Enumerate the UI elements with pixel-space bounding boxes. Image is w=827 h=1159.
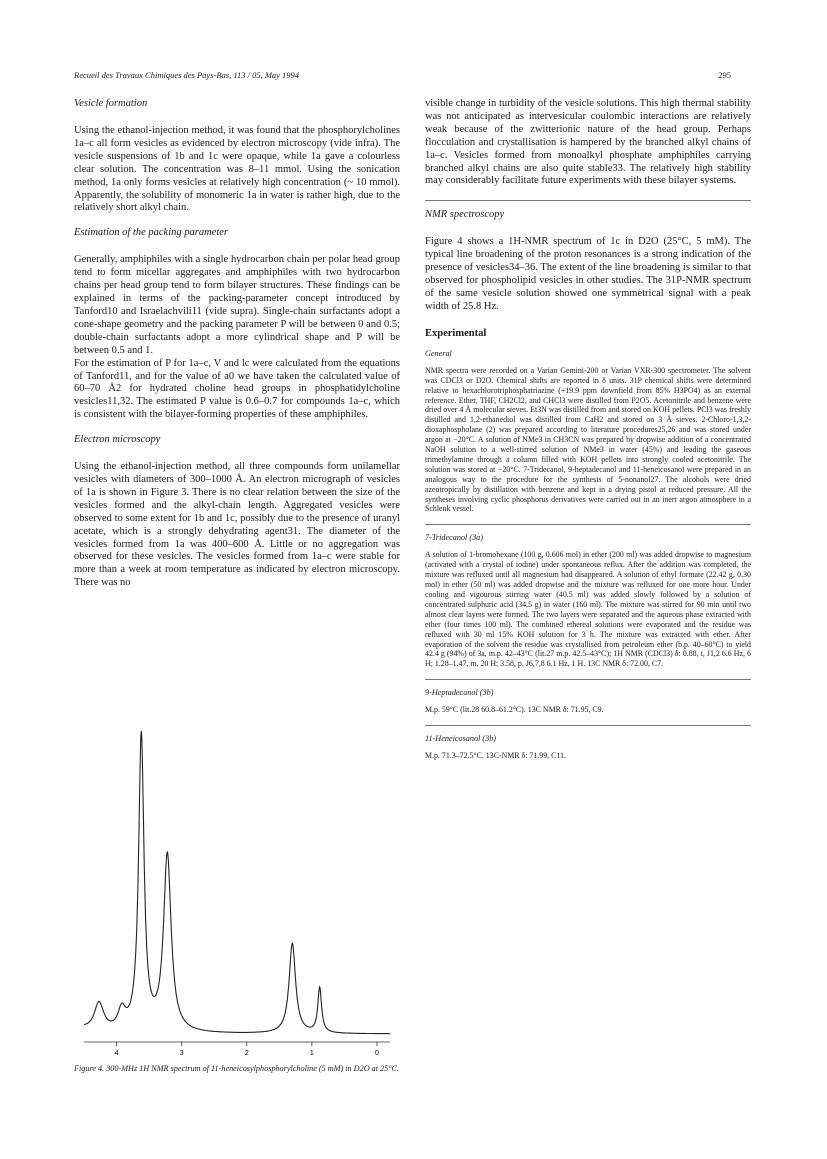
vesicle-title: Vesicle formation bbox=[74, 98, 148, 109]
nmr-title: NMR spectroscopy bbox=[425, 209, 505, 221]
em-title: Electron microscopy bbox=[74, 434, 161, 446]
continuation-text: visible change in turbidity of the vesicle solutions. This high thermal stability was not anticipated as intervesicular coulombic interactions are relatively weak because of the zwitterionic nature of the head group. Perhaps flocculation and crystallisation is hampered by the branched alkyl chains of 1a–c. Vesicles formed from monoalkyl phosphate amphiphiles carrying branched alkyl chains are also quite stable33. The relatively high stability may considerably facilitate future experiments with these bilayer systems. bbox=[425, 98, 751, 187]
packing-text-2: For the estimation of P for 1a–c, V and lc were calculated from the equations of Tanford11, and for the value of a0 we have taken the calculated value of 60–70 Å2 for hydrated choline head groups in phosphatidylcholine vesicles11,32. The estimated P value is 0.6–0.7 for compounds 1a–c, which is consistent with the bilayer-forming properties of these amphiphiles. bbox=[74, 357, 400, 421]
right-column bbox=[425, 98, 751, 771]
tridecanol-text: A solution of 1-bromohexane (100 g, 0.606 mol) in ether (200 ml) was added dropwise to magnesium (activated with a crystal of iodine) under spontaneous reflux. After the addition was completed, the mixture was refluxed until all magnesium had disappeared. A solution of ethyl formate (22.42 g, 0.30 mol) in ether (50 ml) was added dropwise and the mixture was refluxed for one more hour. Under cooling and vigourous stirring water (40.5 ml) was added slowly followed by a solution of concentrated sulphuric acid (34.5 g) in water (160 ml). The mixture was stirred for 90 min until two almost clear layers were formed. The two layers were separated and the aqueous phase extracted with ether (four times 100 ml). The combined ethereal solutions were evaporated and the residue was refluxed with 30 ml 15% KOH solution for 3 h. The mixture was extracted with ether. After evaporation of the solvent the residue was crystallised from petroleum ether (b.p. 40–60°C) to yield 42.4 g (94%) of 3a, m.p. 42–43°C (lit.27 m.p. 42.5–43°C); 1H NMR (CDCl3) δ: 0.88, t, J1,2 6.6 Hz, 6 H; 1.28–1.47, m, 20 H; 3.58, p, J6,7,8 6.1 Hz, 1 H. 13C NMR δ: 72.00, C7. bbox=[425, 550, 751, 669]
packing-title: Estimation of the packing parameter bbox=[74, 227, 228, 239]
x-tick-label: 1 bbox=[309, 1050, 314, 1057]
x-tick-label: 3 bbox=[179, 1050, 184, 1057]
journal-header: Recueil des Travaux Chimiques des Pays-Bas, 113 / 05, May 1994 bbox=[74, 70, 300, 80]
tridecanol-title: 7-Tridecanol (3a) bbox=[425, 533, 483, 543]
left-column bbox=[74, 98, 400, 602]
heptadecanol-text: M.p. 59°C (lit.28 60.8–61.2°C). 13C NMR δ: 71.95, C9. bbox=[425, 705, 604, 715]
em-text: Using the ethanol-injection method, all three compounds form unilamellar vesicles with diameters of 300–1000 Å. An electron micrograph of vesicles of 1a is shown in Figure 3. There is no clear relation between the size of the vesicles formed and the alkyl-chain length. Aggregated vesicles were observed to some extent for 1b and 1c, possibly due to the presence of uranyl acetate, which is a strongly dehydrating agent31. The diameter of the vesicles formed from 1a was 400–600 Å. Little or no aggregation was observed for these vesicles. The vesicles formed from 1a–c were stable for more than a week at room temperature as indicated by electron microscopy. There was no bbox=[74, 461, 400, 589]
x-axis-ticks bbox=[115, 1042, 379, 1057]
nmr-spectrum-svg bbox=[74, 704, 400, 1064]
x-tick-label: 2 bbox=[244, 1050, 249, 1057]
x-tick-label: 0 bbox=[375, 1050, 379, 1057]
figure-caption: Figure 4. 300-MHz 1H NMR spectrum of 11-heneicosylphosphorylcholine (5 mM) in D2O at 25°C. bbox=[74, 1064, 400, 1073]
heneicosanol-text: M.p. 71.3–72.5°C. 13C-NMR δ: 71.99, C11. bbox=[425, 751, 566, 761]
general-title: General bbox=[425, 348, 452, 358]
divider-4 bbox=[425, 725, 751, 726]
heptadecanol-title: 9-Heptadecanol (3b) bbox=[425, 688, 494, 698]
spectrum-line bbox=[84, 731, 390, 1034]
divider-3 bbox=[425, 679, 751, 680]
x-tick-label: 4 bbox=[114, 1050, 119, 1057]
packing-text: Generally, amphiphiles with a single hydrocarbon chain per polar head group tend to form micellar aggregates and amphiphiles with two hydrocarbon chains per head group tend to form bilayer structures. These findings can be explained in terms of the packing-parameter concept introduced by Tanford10 and Israelachvili11 (vide supra). Single-chain surfactants adopt a cone-shape geometry and the packing parameter P will be between 0 and 0.5; double-chain surfactants adopt a more cylindrical shape and P will be between 0.5 and 1. bbox=[74, 254, 400, 356]
vesicle-text: Using the ethanol-injection method, it was found that the phosphorylcholines 1a–c all form vesicles as evidenced by electron microscopy (vide infra). The vesicle suspensions of 1b and 1c were opaque, while 1a gave a colourless clear solution. The concentration was 8–11 mmol. Using the sonication method, 1a only forms vesicles at relatively high concentration (~ 10 mmol). Apparently, the solubility of monomeric 1a in water is rather high, due to the relatively short alkyl chain. bbox=[74, 125, 400, 214]
divider bbox=[425, 200, 751, 201]
divider-2 bbox=[425, 524, 751, 525]
page-number: 295 bbox=[718, 70, 731, 80]
experimental-title: Experimental bbox=[425, 327, 487, 339]
heneicosanol-title: 11-Heneicosanol (3b) bbox=[425, 734, 497, 744]
general-text: NMR spectra were recorded on a Varian Gemini-200 or Varian VXR-300 spectrometer. The solvent was CDCl3 or D2O. Chemical shifts are reported in δ units. 31P chemical shifts were determined relative to hexachlorotriphosphatriazine (+19.9 ppm downfield from 85% H3PO4) as an external reference. Ether, THF, CH2Cl2, and CHCl3 were distilled from P2O5. Acetonitrile and benzene were dried over 4 Å molecular sieves. Et3N was distilled from and stored on KOH pellets. PCl3 was freshly distilled and 1,2-ethanediol was distilled from CaH2 and stored on 3 Å sieves. 2-Chloro-1,3,2-dioxaphospholane (2) was prepared according to literature procedures25,26 and was stored under argon at −20°C. A solution of NMe3 in CH3CN was prepared by dropwise addition of a concentrated NaOH solution to a well-stirred solution of NMe3 in water (45%) and leading the gaseous trimethylamine through a column filled with KOH pellets into strongly cooled acetonitrile. The solution was stored at −20°C. 7-Tridecanol, 9-heptadecanol and 11-heneicosanol were prepared in an analogous way to the procedure for the synthesis of 5-nonanol27. The alcohols were dried azeotropically by distillation with benzene and kept in a drying pistol at reduced pressure. All the syntheses involving cyclic phosphorus derivatives were carried out in an inert argon atmosphere in a Schlenk vessel. bbox=[425, 365, 751, 514]
nmr-spectrum-figure bbox=[74, 704, 400, 1064]
nmr-text: Figure 4 shows a 1H-NMR spectrum of 1c in D2O (25°C, 5 mM). The typical line broadening of the proton resonances is a strong indication of the presence of vesicles34–36. The extent of the line broadening is similar to that observed for phospholipid vesicles in other studies. The 31P-NMR spectrum of the same vesicle solution showed one symmetrical signal with a peak width of 25.8 Hz. bbox=[425, 236, 751, 312]
